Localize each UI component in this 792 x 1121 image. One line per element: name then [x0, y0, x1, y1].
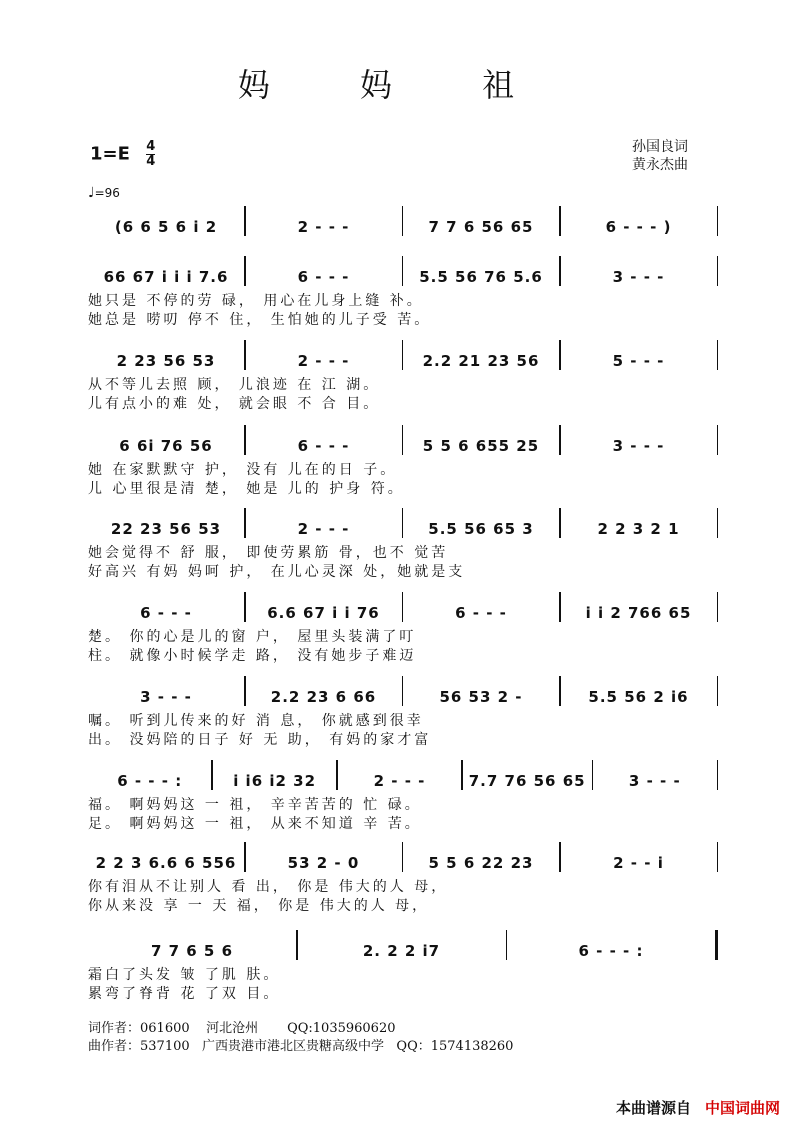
- notation-line: [88, 425, 718, 455]
- footer-info: [88, 1020, 513, 1056]
- measure: 6 - - - ): [605, 218, 672, 236]
- notation-line: [88, 760, 718, 790]
- bar-line: [717, 256, 719, 286]
- measure: 6 - - -: [455, 604, 507, 622]
- measure: 6.6 67 i i 76: [267, 604, 380, 622]
- lyric-line-1: 从不等儿去照 顾， 儿浪迹 在 江 湖。: [88, 377, 381, 393]
- score-system: [88, 256, 718, 330]
- measure: 2 2 3 2 1: [597, 520, 680, 538]
- key-signature: [90, 140, 155, 169]
- measure: 2.2 21 23 56: [422, 352, 540, 370]
- bar-line: [717, 340, 719, 370]
- score-system: [88, 842, 718, 916]
- bar-line: [717, 842, 719, 872]
- bar-line: [717, 206, 719, 236]
- lyric-line-2: 足。 啊妈妈这 一 祖， 从来不知道 辛 苦。: [88, 816, 422, 832]
- page-title: 妈 妈 祖: [237, 66, 555, 104]
- score-system: [88, 425, 718, 499]
- score-system: [88, 930, 718, 1004]
- source-credit: [616, 1097, 780, 1118]
- measure: 2 - - -: [297, 218, 350, 236]
- bar-line: [715, 930, 718, 960]
- lyric-line-1: 她会觉得不 舒 服， 即使劳累筋 骨，也不 觉苦: [88, 545, 449, 561]
- source-label: 本曲谱源自: [615, 1099, 691, 1117]
- lyric-line-2: 她总是 唠叨 停不 住， 生怕她的儿子受 苦。: [88, 312, 432, 328]
- quarter-note-icon: ♩: [88, 185, 95, 201]
- measure: i i6 i2 32: [233, 772, 317, 790]
- bar-line: [717, 760, 719, 790]
- measure: 6 - - -: [297, 437, 350, 455]
- notation-line: [88, 930, 718, 960]
- lyric-line-1: 嘱。 听到儿传来的好 消 息， 你就感到很幸: [88, 713, 424, 729]
- lyric-line-2: 儿有点小的难 处， 就会眼 不 合 目。: [88, 396, 381, 412]
- notation-line: [88, 592, 718, 622]
- measure: 3 - - -: [140, 688, 192, 706]
- measure: 5 - - -: [612, 352, 665, 370]
- measure: 2 - - i: [613, 854, 664, 872]
- measure: 2 - - -: [297, 520, 350, 538]
- score-system: [88, 676, 718, 750]
- lyric-line-1: 她 在家默默守 护， 没有 儿在的日 子。: [88, 462, 398, 478]
- time-bottom: 4: [146, 154, 156, 169]
- lyric-line-1: 楚。 你的心是儿的窗 户， 屋里头装满了叮: [88, 629, 417, 645]
- lyricist-info: 词作者：061600 河北沧州 QQ:1035960620: [88, 1021, 396, 1036]
- score-system: [88, 592, 718, 666]
- lyric-line-2: 儿 心里很是清 楚， 她是 儿的 护身 符。: [88, 481, 405, 497]
- notation-line: [88, 508, 718, 538]
- lyric-line-1: 你有泪从不让别人 看 出， 你是 伟大的人 母，: [88, 879, 449, 895]
- measure: 5 5 6 655 25: [422, 437, 540, 455]
- lyric-line-2: 柱。 就像小时候学走 路， 没有她步子难迈: [88, 648, 417, 664]
- measure: 22 23 56 53: [110, 520, 222, 538]
- measure: 2 - - -: [373, 772, 426, 790]
- measure: 6 - - -: [297, 268, 350, 286]
- composer-info: 曲作者：537100 广西贵港市港北区贵糖高级中学 QQ：1574138260: [88, 1039, 514, 1054]
- measure: 3 - - -: [612, 268, 665, 286]
- tempo-marking: [88, 185, 120, 201]
- measure: 3 - - -: [612, 437, 665, 455]
- lyric-line-1: 她只是 不停的劳 碌， 用心在儿身上缝 补。: [88, 293, 424, 309]
- time-top: 4: [146, 139, 156, 154]
- measure: 2 23 56 53: [116, 352, 216, 370]
- score-system: [88, 508, 718, 582]
- measure: 5.5 56 2 i6: [588, 688, 689, 706]
- measure: 7 7 6 56 65: [428, 218, 534, 236]
- lyric-line-1: 霜白了头发 皱 了肌 肤。: [88, 967, 281, 983]
- lyric-line-2: 累弯了脊背 花 了双 目。: [88, 986, 281, 1002]
- measure: 7.7 76 56 65: [468, 772, 586, 790]
- composer: 黄永杰曲: [632, 157, 688, 173]
- measure: 56 53 2 -: [439, 688, 523, 706]
- notation-line: [88, 842, 718, 872]
- measure: (6 6 5 6 i 2: [114, 218, 218, 236]
- measure: 6 - - - :: [117, 772, 183, 790]
- measure: 3 - - -: [628, 772, 681, 790]
- measure: 2 - - -: [297, 352, 350, 370]
- measure: 6 - - -: [140, 604, 192, 622]
- score-system: [88, 760, 718, 834]
- lyric-line-2: 出。 没妈陪的日子 好 无 助， 有妈的家才富: [88, 732, 432, 748]
- measure: 5 5 6 22 23: [428, 854, 534, 872]
- measure: 2 2 3 6.6 6 556: [95, 854, 237, 872]
- credits: [632, 138, 688, 174]
- score-system: [88, 340, 718, 414]
- tempo-value: =96: [94, 186, 120, 200]
- lyricist: 孙国良词: [632, 139, 688, 155]
- lyric-line-2: 你从来没 享 一 天 福， 你是 伟大的人 母，: [88, 898, 430, 914]
- measure: 66 67 i i i 7.6: [103, 268, 229, 286]
- notation-line: [88, 206, 718, 236]
- measure: i i 2 766 65: [585, 604, 692, 622]
- key-label: 1=E: [90, 143, 130, 165]
- bar-line: [717, 592, 719, 622]
- measure: 7 7 6 5 6: [150, 942, 234, 960]
- measure: 6 - - - :: [578, 942, 644, 960]
- source-brand-link[interactable]: 中国词曲网: [704, 1099, 780, 1117]
- notation-line: [88, 340, 718, 370]
- notation-line: [88, 676, 718, 706]
- measure: 5.5 56 76 5.6: [419, 268, 543, 286]
- measure: 2.2 23 6 66: [270, 688, 377, 706]
- measure: 6 6i 76 56: [119, 437, 213, 455]
- measure: 5.5 56 65 3: [428, 520, 534, 538]
- bar-line: [717, 508, 719, 538]
- notation-line: [88, 256, 718, 286]
- bar-line: [717, 425, 719, 455]
- measure: 2. 2 2 i7: [362, 942, 441, 960]
- lyric-line-1: 福。 啊妈妈这 一 祖， 辛辛苦苦的 忙 碌。: [88, 797, 422, 813]
- score-system: [88, 206, 718, 242]
- bar-line: [717, 676, 719, 706]
- lyric-line-2: 好高兴 有妈 妈呵 护， 在儿心灵深 处，她就是支: [88, 564, 466, 580]
- measure: 53 2 - 0: [287, 854, 360, 872]
- time-signature: [146, 140, 155, 169]
